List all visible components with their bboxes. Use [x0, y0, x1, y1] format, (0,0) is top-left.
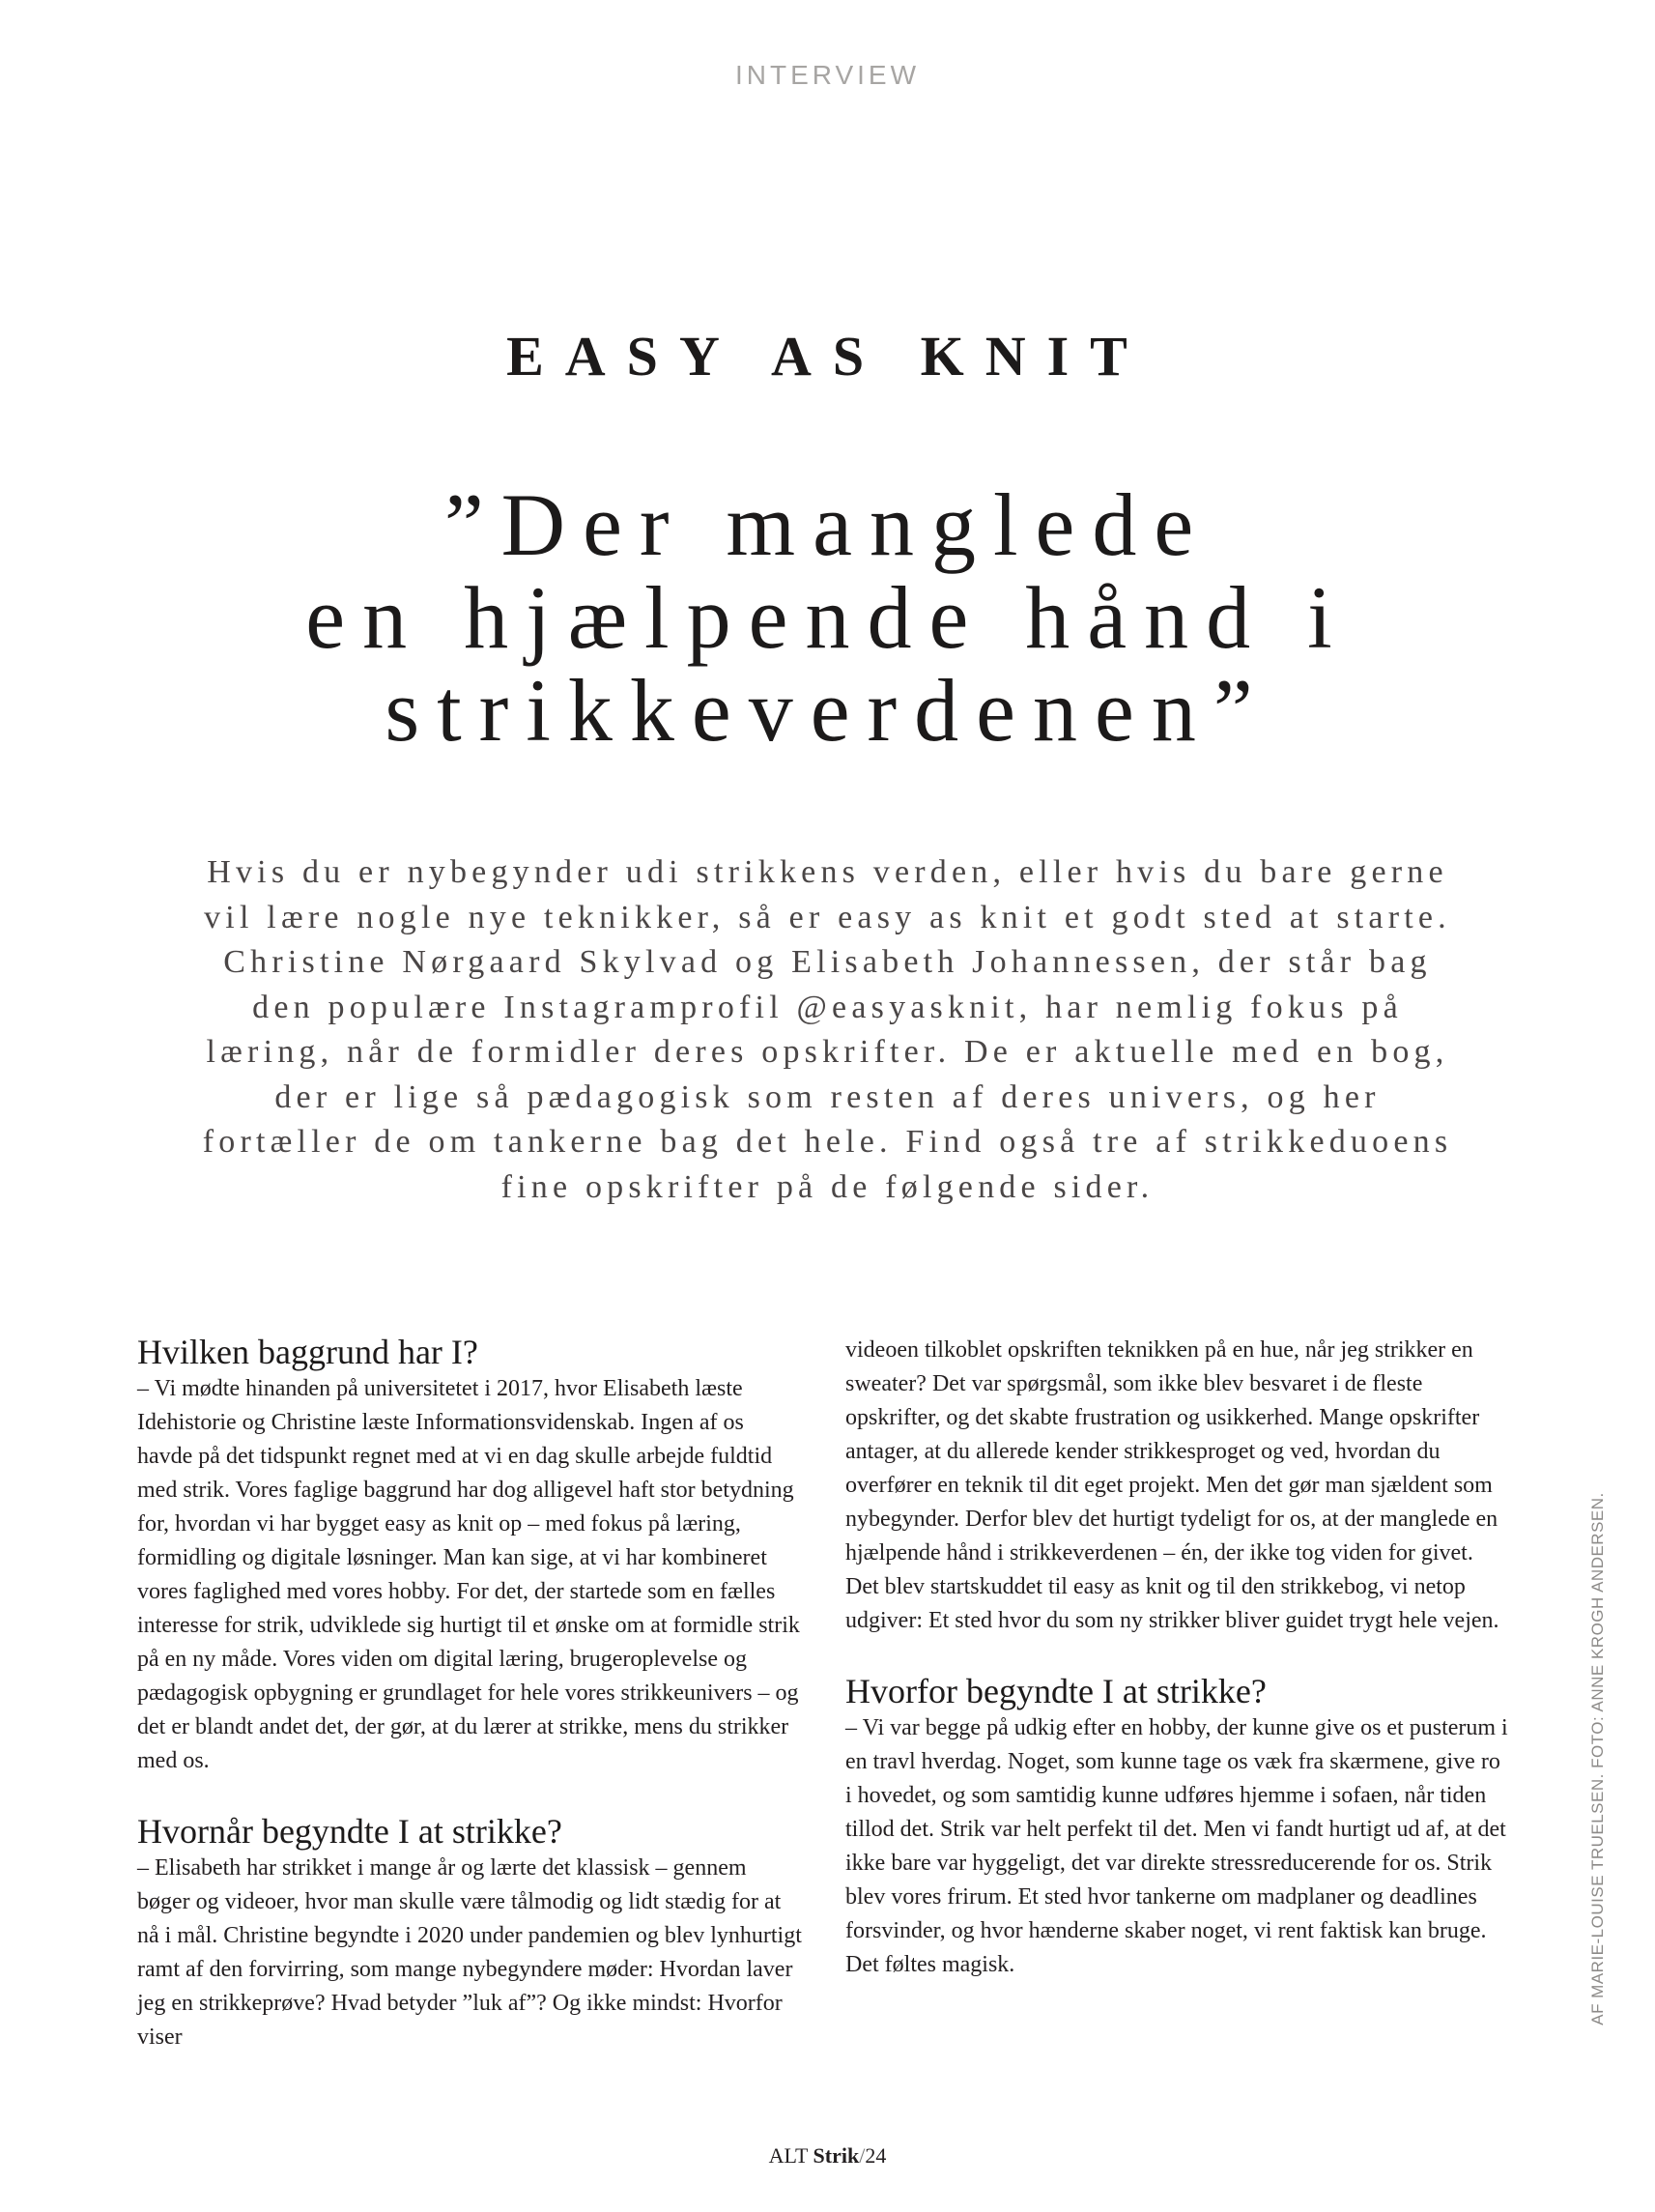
- question-heading: Hvilken baggrund har I?: [137, 1333, 478, 1371]
- headline-line: ”Der manglede: [443, 475, 1212, 574]
- question-heading: Hvorfor begyndte I at strikke?: [845, 1672, 1267, 1710]
- answer-paragraph: – Vi mødte hinanden på universitetet i 2017, hvor Elisabeth læste Idehistorie og Christine læste Informationsvidenskab. Ingen af os havde på det tidspunkt regnet med at vi en dag skulle arbejde fuldtid med strik. Vores faglige baggrund har dog alligevel haft stor betydning for, hvordan vi har bygget easy as knit op – med fokus på læring, formidling og digitale løsninger. Man kan sige, at vi har kombineret vores faglighed med vores hobby. For det, der startede som en fælles interesse for strik, udviklede sig hurtigt til et ønske om at formidle strik på en ny måde. Vores viden om digital læring, brugeroplevelse og pædagogisk opbygning er grundlaget for hele vores strikkeunivers – og det er blandt andet det, der gør, at du lærer at strikke, mens du strikker med os.: [137, 1376, 800, 1773]
- answer-paragraph: – Vi var begge på udkig efter en hobby, der kunne give os et pusterum i en travl hverdag. Noget, som kunne tage os væk fra skærmene, give ro i hovedet, og som samtidig kunne udføres hjemme i sofaen, når tiden tillod det. Strik var helt perfekt til det. Men vi fandt hurtigt ud af, at det ikke bare var hyggeligt, det var direkte stressreducerende for os. Strik blev vores frirum. Et sted hvor tankerne om madplaner og deadlines forsvinder, og hvor hænderne skaber noget, vi rent faktisk kan bruge. Det føltes magisk.: [845, 1715, 1508, 1977]
- page-number: 24: [865, 2143, 887, 2168]
- article-lead: Hvis du er nybegynder udi strikkens verden, eller hvis du bare gerne vil lære nogle nye teknikker, så er easy as knit et godt sted at starte. Christine Nørgaard Skylvad og Elisabeth Johannessen, der står bag den populære Instagramprofil @easyasknit, har nemlig fokus på læring, når de formidler deres opskrifter. De er aktuelle med en bog, der er lige så pædagogisk som resten af deres univers, og her fortæller de om tankerne bag det hele. Find også tre af strikkeduoens fine opskrifter på de følgende sider.: [202, 854, 1453, 1205]
- photo-credit-text: AF MARIE-LOUISE TRUELSEN. FOTO: ANNE KROGH ANDERSEN.: [1588, 1492, 1607, 2025]
- article-headline: [135, 475, 1520, 760]
- text-column-right: [845, 1334, 1512, 1982]
- photo-credit: [1581, 1492, 1615, 2025]
- headline-line: strikkeverdenen”: [385, 661, 1270, 760]
- brand-name: ALT: [768, 2143, 809, 2168]
- footer-separator: /: [859, 2143, 866, 2168]
- brand-name-bold: Strik: [813, 2143, 860, 2168]
- article-kicker: EASY AS KNIT: [506, 325, 1149, 388]
- answer-paragraph: – Elisabeth har strikket i mange år og lærte det klassisk – gennem bøger og videoer, hvor man skulle være tålmodig og lidt stædig for at nå i mål. Christine begyndte i 2020 under pandemien og blev lynhurtigt ramt af den forvirring, som mange nybegyndere møder: Hvordan laver jeg en strikkeprøve? Hvad betyder ”luk af”? Og ikke mindst: Hvorfor viser: [137, 1855, 802, 2050]
- page-footer: [0, 2143, 1655, 2169]
- answer-paragraph-continued: videoen tilkoblet opskriften teknikken på en hue, når jeg strikker en sweater? Det var spørgsmål, som ikke blev besvaret i de fleste opskrifter, og det skabte frustration og usikkerhed. Mange opskrifter antager, at du allerede kender strikkesproget og ved, hvordan du overfører en teknik til dit eget projekt. Men det gør man sjældent som nybegynder. Derfor blev det hurtigt tydeligt for os, at der manglede en hjælpende hånd i strikkeverdenen – én, der ikke tog viden for givet. Det blev startskuddet til easy as knit og til den strikkebog, vi netop udgiver: Et sted hvor du som ny strikker bliver guidet trygt hele vejen.: [845, 1337, 1499, 1633]
- section-label: INTERVIEW: [734, 60, 921, 90]
- headline-line: en hjælpende hånd i: [305, 568, 1350, 667]
- question-heading: Hvornår begyndte I at strikke?: [137, 1812, 562, 1851]
- text-column-left: [137, 1332, 804, 2054]
